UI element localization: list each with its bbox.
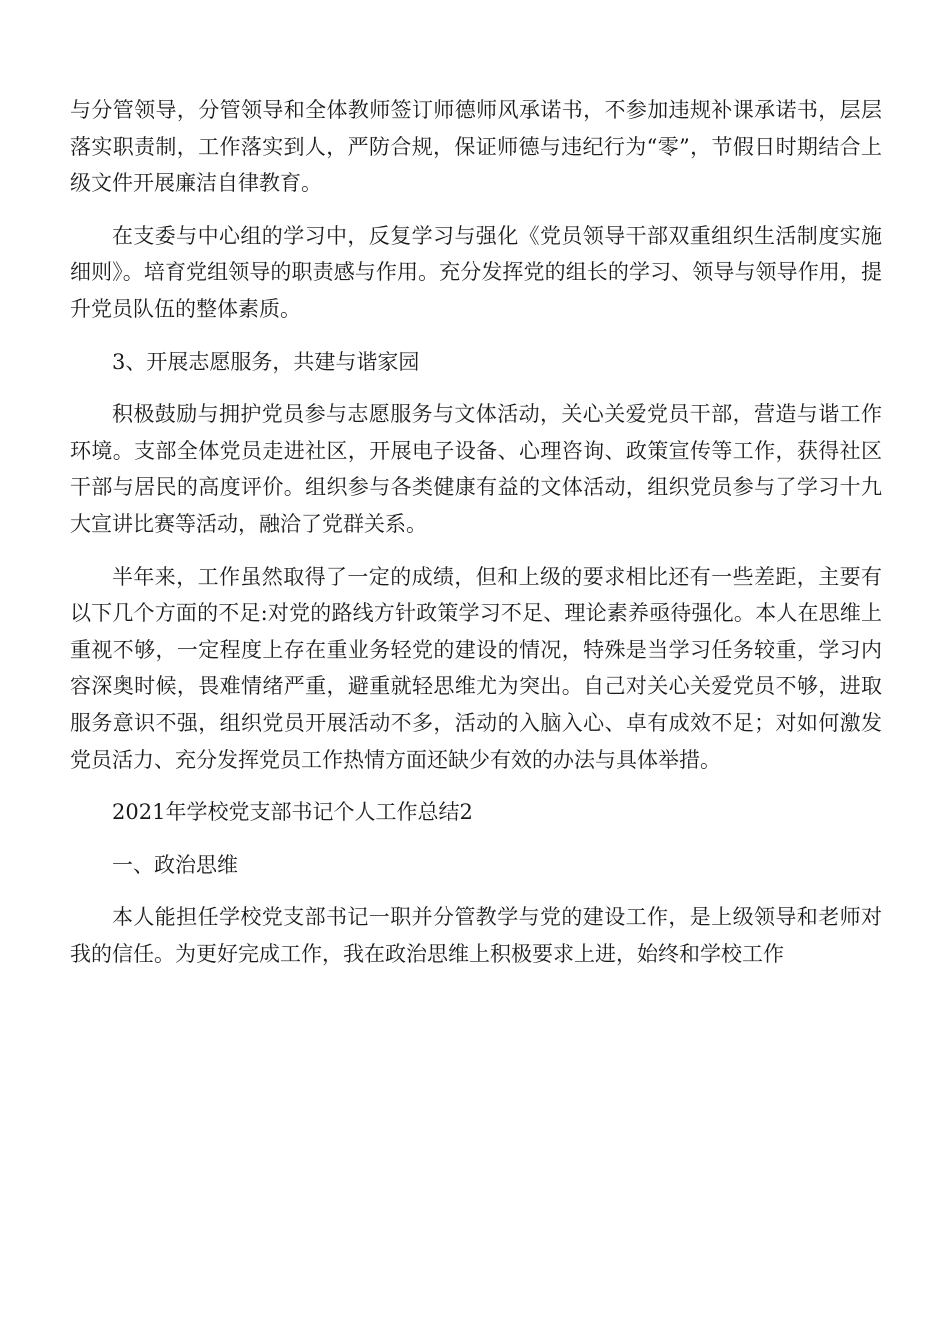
section-heading-political: 一、政治思维: [112, 852, 238, 877]
paragraph-political: 本人能担任学校党支部书记一职并分管教学与党的建设工作，是上级领导和老师对我的信任。为更好完成工作，我在政治思维上积极要求上进，始终和学校工作: [70, 905, 882, 966]
paragraph-study: 在支委与中心组的学习中，反复学习与强化《党员领导干部双重组织生活制度实施细则》。培育党组领导的职责感与作用。充分发挥党的组长的学习、领导与领导作用，提升党员队伍的整体素质。: [70, 223, 882, 321]
document-subtitle: 2021年学校党支部书记个人工作总结2: [112, 800, 473, 825]
document-page: [70, 92, 882, 988]
paragraph-volunteer: 积极鼓励与拥护党员参与志愿服务与文体活动，关心关爱党员干部，营造与谐工作环境。支部全体党员走进社区，开展电子设备、心理咨询、政策宣传等工作，获得社区干部与居民的高度评价。组织参与各类健康有益的文体活动，组织党员参与了学习十九大宣讲比赛等活动，融洽了党群关系。: [70, 402, 882, 536]
paragraph-commitment: 与分管领导，分管领导和全体教师签订师德师风承诺书，不参加违规补课承诺书，层层落实职责制，工作落实到人，严防合规，保证师德与违纪行为“零”，节假日时期结合上级文件开展廉洁自律教育。: [70, 98, 882, 196]
section-heading-volunteer: 3、开展志愿服务，共建与谐家园: [112, 349, 420, 374]
paragraph-shortcomings: 半年来，工作虽然取得了一定的成绩，但和上级的要求相比还有一些差距，主要有以下几个方面的不足:对党的路线方针政策学习不足、理论素养亟待强化。本人在思维上重视不够，一定程度上存在重业务轻党的建设的情况，特殊是当学习任务较重，学习内容深奥时候，畏难情绪严重，避重就轻思维尤为突出。自己对关心关爱党员不够，进取服务意识不强，组织党员开展活动不多，活动的入脑入心、卓有成效不足；对如何激发党员活力、充分发挥党员工作热情方面还缺少有效的办法与具体举措。: [70, 564, 882, 772]
